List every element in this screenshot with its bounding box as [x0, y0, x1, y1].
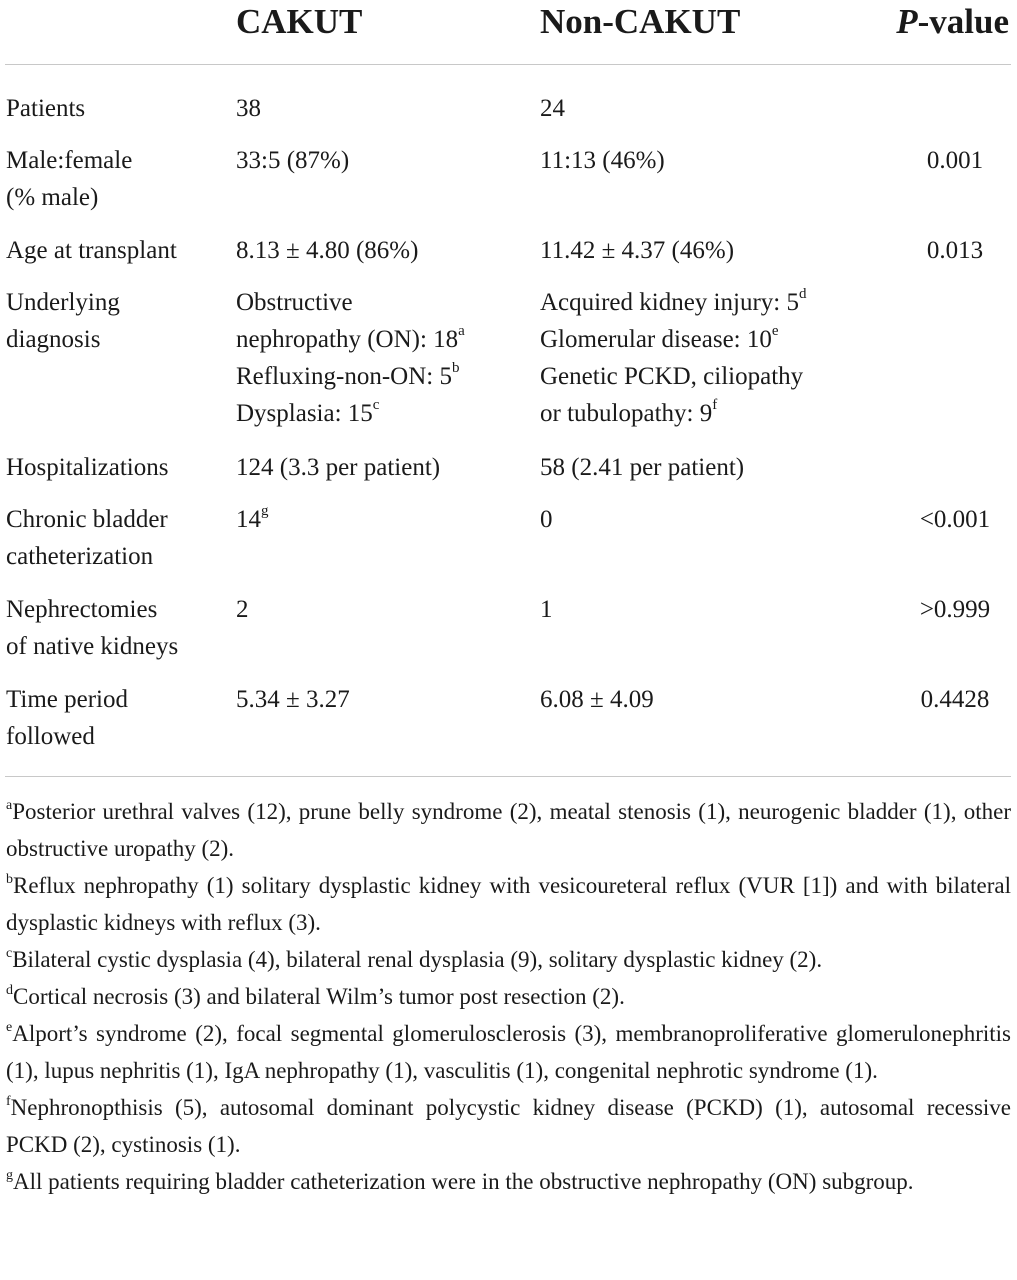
p-italic: P [896, 2, 918, 41]
footnote-mark: c [372, 397, 380, 413]
cakut-value-line [236, 284, 536, 321]
non-cakut-value [540, 90, 870, 127]
cakut-value-line [236, 90, 536, 127]
row-label-line [6, 232, 226, 269]
non-cakut-value-line [540, 501, 870, 538]
row-label-text: Underlying [6, 289, 120, 316]
non-cakut-value-text: 6.08 ± 4.09 [540, 686, 654, 713]
cakut-value-text: Refluxing-non-ON: 5 [236, 363, 452, 390]
non-cakut-value-text: 58 (2.41 per patient) [540, 454, 745, 481]
row-label [6, 591, 226, 665]
row-label-line [6, 538, 226, 575]
footnote-text: Alport’s syndrome (2), focal segmental glomerulosclerosis (3), membranoproliferative glomerulonephritis (1), lupus nephritis (1), IgA nephropathy (1), vasculitis (1), congenital nephrotic syndrome (1). [6, 1021, 1011, 1083]
non-cakut-value-line [540, 395, 870, 432]
cakut-value-text: 33:5 (87%) [236, 147, 350, 174]
footnotes [6, 793, 1011, 1200]
non-cakut-value-line [540, 142, 870, 179]
cakut-value-line [236, 232, 536, 269]
row-label-text: Age at transplant [6, 237, 177, 264]
footnote-mark: b [451, 360, 460, 376]
footnote-mark: g [261, 503, 269, 519]
row-label-line [6, 179, 226, 216]
footnote-mark: f [6, 1094, 11, 1109]
non-cakut-value-text: Genetic PCKD, ciliopathy [540, 363, 804, 390]
row-label-text: diagnosis [6, 326, 101, 353]
column-header-cakut: CAKUT [236, 2, 363, 41]
footnote-text: Posterior urethral valves (12), prune belly syndrome (2), meatal stenosis (1), neurogenic bladder (1), other obstructive uropathy (2). [6, 799, 1011, 861]
cakut-value-line [236, 501, 536, 538]
footnote-mark: d [798, 286, 807, 302]
cakut-value-line [236, 591, 536, 628]
footnote-b [6, 867, 1011, 941]
cakut-value-line [236, 321, 536, 358]
cakut-value-text: 14 [236, 506, 261, 533]
column-header-p-value [896, 0, 1009, 44]
non-cakut-value-line [540, 90, 870, 127]
cakut-value-line [236, 681, 536, 718]
row-label-text: followed [6, 723, 95, 750]
cakut-value [236, 232, 536, 269]
row-label [6, 681, 226, 755]
non-cakut-value-text: 0 [540, 506, 553, 533]
footnote-mark: a [6, 798, 13, 813]
cakut-value-text: Obstructive [236, 289, 353, 316]
footnote-mark: g [6, 1168, 13, 1183]
row-label [6, 449, 226, 486]
non-cakut-value [540, 449, 870, 486]
table-header [0, 0, 1017, 64]
p-suffix: -value [917, 2, 1009, 41]
non-cakut-value-text: 11:13 (46%) [540, 147, 665, 174]
cakut-value [236, 591, 536, 628]
row-label-text: Nephrectomies [6, 596, 158, 623]
cakut-value-line [236, 358, 536, 395]
footnote-divider [5, 776, 1011, 777]
cakut-value [236, 681, 536, 718]
cakut-value [236, 284, 536, 432]
p-value: <0.001 [919, 506, 991, 533]
footnote-mark: b [6, 872, 13, 887]
footnote-mark: a [458, 323, 465, 339]
cakut-value-text: nephropathy (ON): 18 [236, 326, 459, 353]
row-label-line [6, 718, 226, 755]
footnote-text: Reflux nephropathy (1) solitary dysplastic kidney with vesicoureteral reflux (VUR [1]) and with bilateral dysplastic kidneys with reflux (3). [6, 873, 1011, 935]
row-label [6, 284, 226, 358]
footnote-c [6, 941, 1011, 978]
row-label-line [6, 681, 226, 718]
row-label-line [6, 90, 226, 127]
row-label-text: Male:female [6, 147, 133, 174]
footnote-text: Bilateral cystic dysplasia (4), bilateral renal dysplasia (9), solitary dysplastic kidney (2). [12, 947, 823, 972]
row-label-line [6, 501, 226, 538]
row-label-line [6, 591, 226, 628]
cakut-value [236, 90, 536, 127]
non-cakut-value-text: Acquired kidney injury: 5 [540, 289, 799, 316]
row-label [6, 142, 226, 216]
cakut-value [236, 501, 536, 538]
non-cakut-value-line [540, 591, 870, 628]
non-cakut-value [540, 501, 870, 538]
cakut-value-line [236, 449, 536, 486]
footnote-f [6, 1089, 1011, 1163]
row-label-text: of native kidneys [6, 633, 179, 660]
cakut-value-text: 5.34 ± 3.27 [236, 686, 350, 713]
row-label-text: (% male) [6, 184, 99, 211]
non-cakut-value [540, 232, 870, 269]
footnote-text: Nephronopthisis (5), autosomal dominant polycystic kidney disease (PCKD) (1), autosomal recessive PCKD (2), cystinosis (1). [6, 1095, 1011, 1157]
cakut-value-text: 124 (3.3 per patient) [236, 454, 441, 481]
row-label-text: Chronic bladder [6, 506, 168, 533]
row-label-line [6, 142, 226, 179]
footnote-e [6, 1015, 1011, 1089]
non-cakut-value-line [540, 358, 870, 395]
column-header-non-cakut: Non-CAKUT [540, 2, 741, 41]
non-cakut-value-line [540, 284, 870, 321]
non-cakut-value-line [540, 449, 870, 486]
row-label-text: Time period [6, 686, 128, 713]
p-value: 0.013 [926, 237, 984, 264]
row-label-text: Patients [6, 95, 86, 122]
non-cakut-value-text: or tubulopathy: 9 [540, 400, 713, 427]
footnote-mark: e [771, 323, 779, 339]
non-cakut-value-text: 1 [540, 596, 553, 623]
non-cakut-value-line [540, 681, 870, 718]
p-value: 0.4428 [920, 686, 990, 713]
row-label [6, 232, 226, 269]
cakut-value [236, 142, 536, 179]
p-value: >0.999 [919, 596, 991, 623]
cakut-value-line [236, 395, 536, 432]
non-cakut-value [540, 681, 870, 718]
cakut-value [236, 449, 536, 486]
non-cakut-value [540, 591, 870, 628]
footnote-d [6, 978, 1011, 1015]
row-label-line [6, 628, 226, 665]
cakut-value-text: 38 [236, 95, 261, 122]
non-cakut-value-line [540, 232, 870, 269]
footnote-mark: d [6, 983, 13, 998]
cakut-value-text: 8.13 ± 4.80 (86%) [236, 237, 419, 264]
footnote-g [6, 1163, 1011, 1200]
non-cakut-value [540, 284, 870, 432]
row-label [6, 90, 226, 127]
row-label [6, 501, 226, 575]
footnote-a [6, 793, 1011, 867]
row-label-line [6, 284, 226, 321]
row-label-text: catheterization [6, 543, 154, 570]
row-label-line [6, 449, 226, 486]
cakut-value-text: 2 [236, 596, 249, 623]
footnote-mark: c [6, 946, 13, 961]
non-cakut-value-text: Glomerular disease: 10 [540, 326, 772, 353]
row-label-text: Hospitalizations [6, 454, 169, 481]
row-label-line [6, 321, 226, 358]
cakut-value-text: Dysplasia: 15 [236, 400, 373, 427]
footnote-text: All patients requiring bladder catheterization were in the obstructive nephropathy (ON) subgroup. [13, 1169, 914, 1194]
non-cakut-value-text: 11.42 ± 4.37 (46%) [540, 237, 735, 264]
non-cakut-value-text: 24 [540, 95, 565, 122]
cakut-value-line [236, 142, 536, 179]
footnote-mark: f [712, 397, 718, 413]
non-cakut-value [540, 142, 870, 179]
p-value: 0.001 [926, 147, 984, 174]
non-cakut-value-line [540, 321, 870, 358]
footnote-mark: e [6, 1020, 13, 1035]
footnote-text: Cortical necrosis (3) and bilateral Wilm’s tumor post resection (2). [13, 984, 625, 1009]
header-divider [5, 64, 1011, 65]
